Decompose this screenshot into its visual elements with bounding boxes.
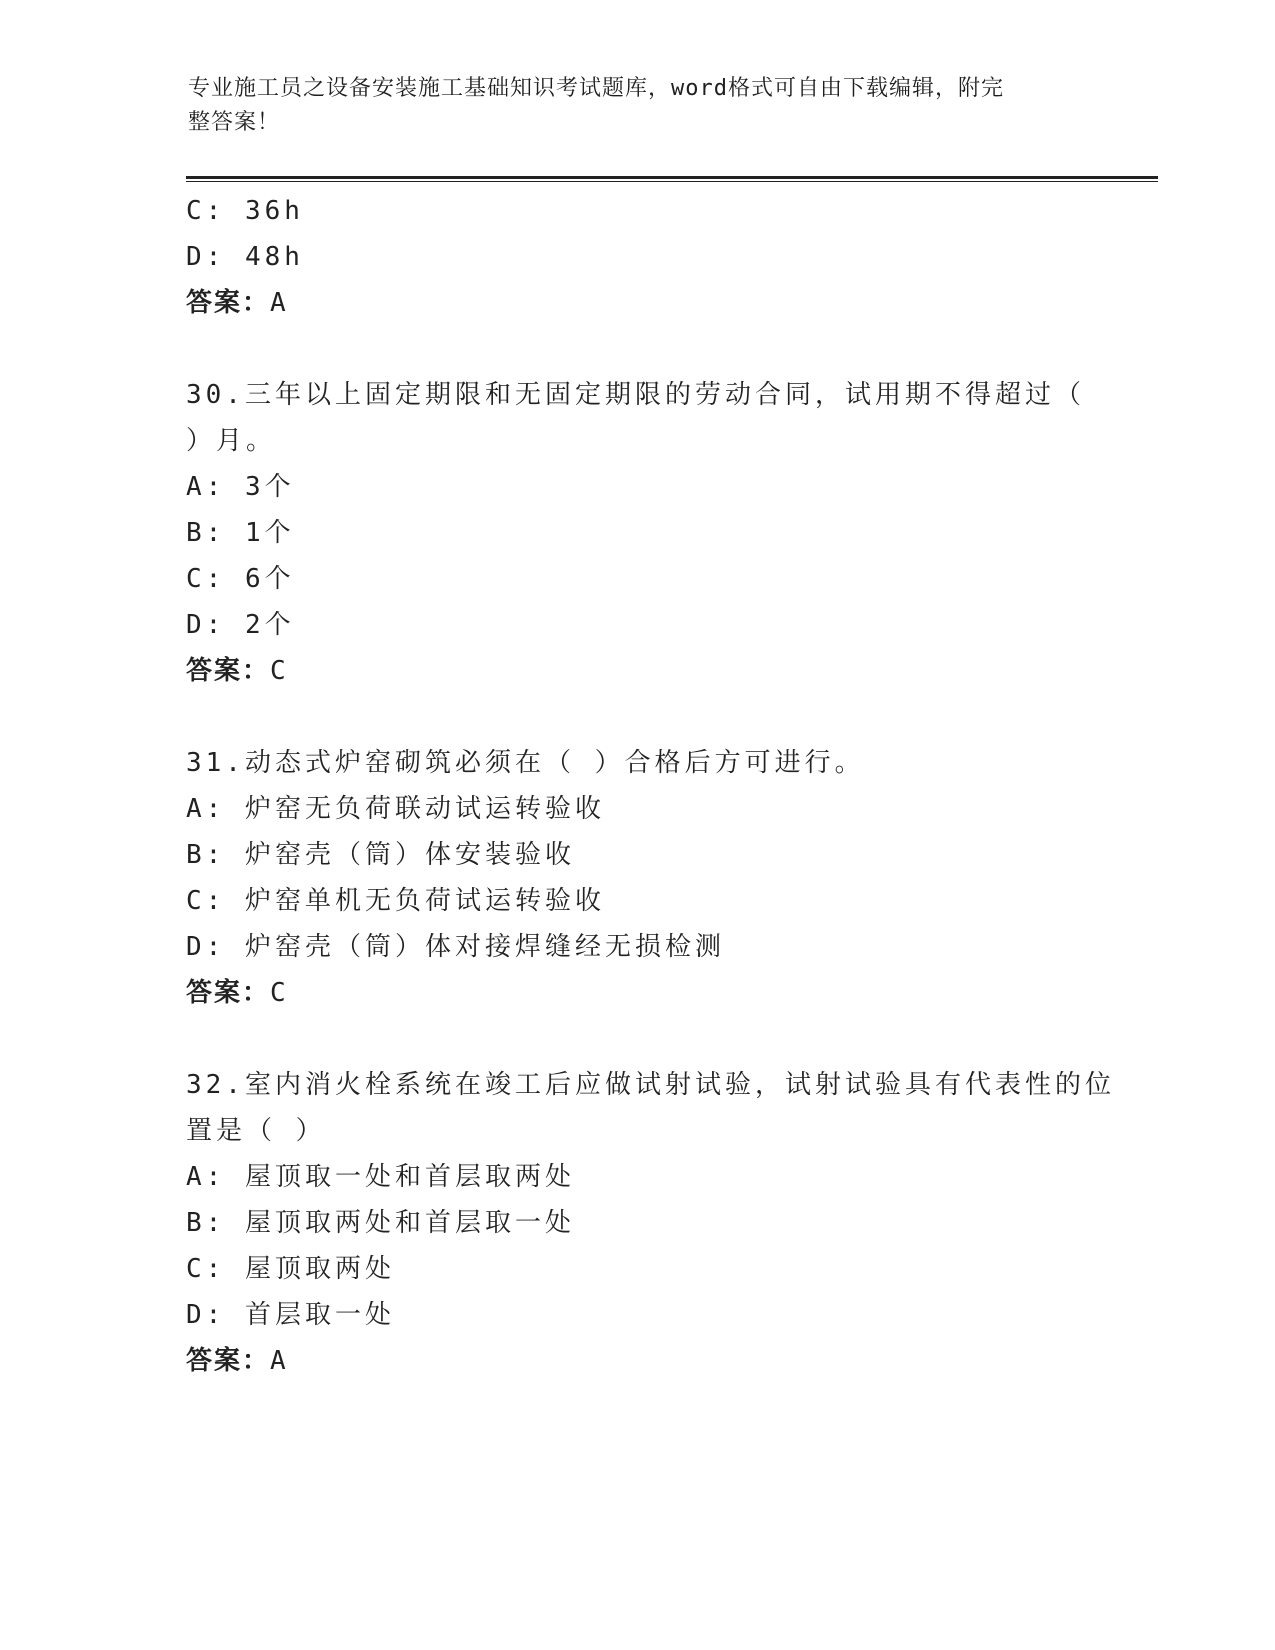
header-divider-thin <box>186 181 1158 182</box>
answer-label: 答案： <box>186 978 271 1008</box>
option-c: C: 6个 <box>186 564 295 594</box>
spacer <box>186 1016 1086 1062</box>
option-a: A: 炉窑无负荷联动试运转验收 <box>186 794 605 824</box>
option-c: C: 炉窑单机无负荷试运转验收 <box>186 886 605 916</box>
answer-line <box>186 648 1086 694</box>
option-a: A: 屋顶取一处和首层取两处 <box>186 1162 575 1192</box>
header-line-2: 整答案！ <box>188 110 281 135</box>
question-stem: 31.动态式炉窑砌筑必须在（ ）合格后方可进行。 <box>186 748 865 778</box>
spacer <box>186 694 1086 740</box>
answer-value: C <box>270 978 288 1008</box>
question-stem-continued: 置是（ ） <box>186 1116 326 1146</box>
question-list <box>186 188 1115 1384</box>
question-block-32 <box>186 1062 1115 1384</box>
header-divider-thick <box>186 176 1158 179</box>
question-block-30 <box>186 372 1086 694</box>
answer-label: 答案： <box>186 1346 271 1376</box>
option-d: D: 48h <box>186 242 304 272</box>
question-stem-continued: ）月。 <box>186 426 277 456</box>
answer-line <box>186 970 1086 1016</box>
option-d: D: 首层取一处 <box>186 1300 395 1330</box>
answer-value: A <box>270 1346 288 1376</box>
question-stem: 32.室内消火栓系统在竣工后应做试射试验，试射试验具有代表性的位 <box>186 1070 1115 1100</box>
question-block-31 <box>186 740 1086 1016</box>
answer-line <box>186 280 1086 326</box>
question-stem: 30.三年以上固定期限和无固定期限的劳动合同，试用期不得超过（ <box>186 380 1085 410</box>
answer-line <box>186 1338 1086 1384</box>
option-d: D: 2个 <box>186 610 295 640</box>
answer-label: 答案： <box>186 288 271 318</box>
option-b: B: 炉窑壳（筒）体安装验收 <box>186 840 575 870</box>
option-b: B: 1个 <box>186 518 295 548</box>
option-c: C: 36h <box>186 196 304 226</box>
option-c: C: 屋顶取两处 <box>186 1254 395 1284</box>
option-d: D: 炉窑壳（筒）体对接焊缝经无损检测 <box>186 932 725 962</box>
spacer <box>186 326 1086 372</box>
answer-label: 答案： <box>186 656 271 686</box>
answer-value: C <box>270 656 288 686</box>
option-b: B: 屋顶取两处和首层取一处 <box>186 1208 575 1238</box>
document-header <box>188 72 1068 140</box>
answer-value: A <box>270 288 288 318</box>
option-a: A: 3个 <box>186 472 295 502</box>
header-line-1: 专业施工员之设备安装施工基础知识考试题库，word格式可自由下载编辑，附完 <box>188 76 1004 101</box>
question-block-29 <box>186 188 1086 326</box>
